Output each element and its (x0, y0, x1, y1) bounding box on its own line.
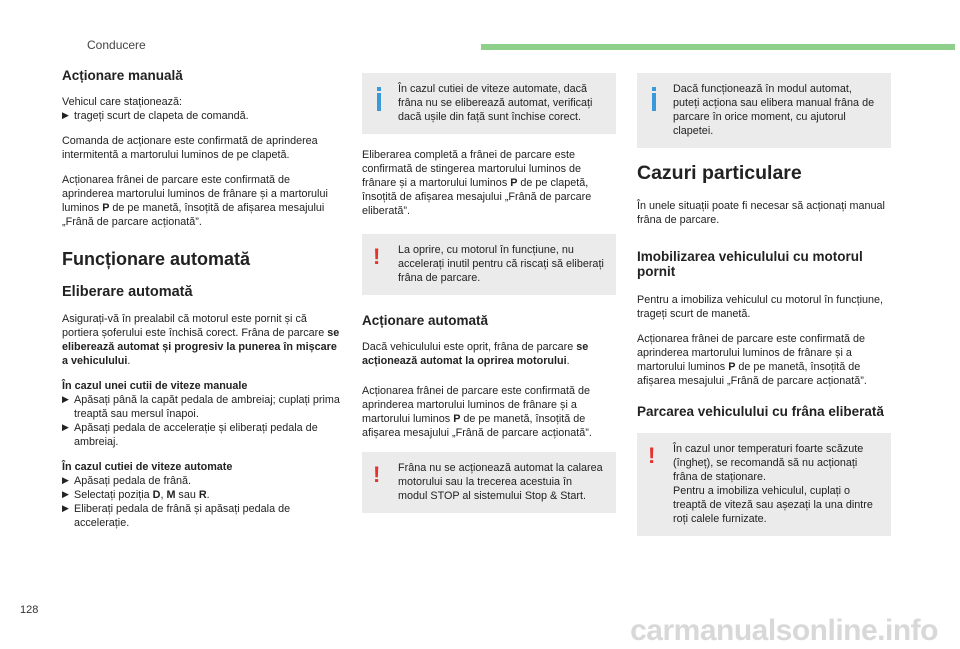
warning-icon: ! (373, 462, 381, 487)
warning-icon: ! (648, 443, 656, 468)
column-1 (62, 68, 340, 541)
paragraph: Pentru a imobiliza vehiculul cu motorul în funcțiune, trageți scurt de manetă. (637, 294, 884, 320)
page-number: 128 (20, 604, 39, 616)
paragraph: Acționarea frânei de parcare este confirmată de aprinderea martorului luminos de frânare și a martorului luminos P de pe manetă, însoțită de afișarea mesajului „Frână de parcare acționată”. (637, 333, 867, 387)
list-item: ▶ Selectați poziția D, M sau R. (62, 489, 210, 501)
pointer-arrow-icon: ▶ (62, 489, 69, 499)
column-2 (362, 73, 616, 527)
heading-special-cases: Cazuri particulare (637, 162, 802, 184)
pointer-arrow-icon: ▶ (62, 394, 69, 404)
pointer-arrow-icon: ▶ (62, 422, 69, 432)
info-icon (372, 87, 386, 111)
paragraph: În unele situații poate fi necesar să acționați manual frâna de parcare. (637, 200, 885, 226)
paragraph: Acționarea frânei de parcare este confirmată de aprinderea martorului luminos de frânare și a martorului luminos P de pe manetă, însoțită de afișarea mesajului „Frână de parcare acționată”. (62, 174, 328, 228)
paragraph: Asigurați-vă în prealabil că motorul este pornit și că portiera șoferului este închisă corect. Frâna de parcare se eliberează automat și progresiv la punerea în mișcare a vehiculului. (62, 313, 340, 367)
list-item: ▶ Apăsați până la capăt pedala de ambreiaj; cuplați prima treaptă sau mersul înapoi. (62, 394, 340, 420)
automatic-gearbox-steps (62, 460, 340, 530)
list-item: ▶ trageți scurt de clapeta de comandă. (62, 110, 249, 122)
warning-box: ! Frâna nu se acționează automat la calarea motorului sau la trecerea acestuia în modul STOP al sistemului Stop & Start. (362, 452, 616, 513)
list-item: ▶ Eliberați pedala de frână și apăsați pedala de accelerație. (62, 503, 291, 529)
pointer-arrow-icon: ▶ (62, 503, 69, 513)
heading-park-released: Parcarea vehiculului cu frâna eliberată (637, 404, 884, 419)
pointer-arrow-icon: ▶ (62, 475, 69, 485)
paragraph: Vehicul care staționează: (62, 96, 183, 108)
paragraph: Dacă vehiculului este oprit, frâna de parcare se acționează automat la oprirea motorului. (362, 341, 589, 367)
info-box: Dacă funcționează în modul automat, puteți acționa sau elibera manual frâna de parcare în orice moment, cu ajutorul clapetei. (637, 73, 891, 148)
warning-icon: ! (373, 244, 381, 269)
paragraph: Acționarea frânei de parcare este confirmată de aprinderea martorului luminos de frânare și a martorului luminos P de pe manetă, însoțită de afișarea mesajului „Frână de parcare acționată”. (362, 385, 592, 439)
heading-manual: Acționare manuală (62, 68, 183, 83)
warning-box: ! În cazul unor temperaturi foarte scăzute (îngheț), se recomandă să nu acționați frâna de staționare. Pentru a imobiliza vehiculul, cuplați o treaptă de viteză sau așezați la una dintre roți calele furnizate. (637, 433, 891, 536)
list-item: ▶ Apăsați pedala de frână. (62, 475, 192, 487)
column-3 (637, 73, 891, 550)
heading-automatic: Funcționare automată (62, 249, 251, 269)
paragraph: Eliberarea completă a frânei de parcare este confirmată de stingerea martorului luminos de frânare și a martorului luminos P de pe clapetă, însoțită de afișarea mesajului „Frână de parcare eliberată”. (362, 149, 592, 217)
watermark: carmanualsonline.info (630, 614, 938, 647)
subheading: În cazul unei cutii de viteze manuale (62, 380, 248, 392)
heading-release: Eliberare automată (62, 284, 193, 300)
subheading: În cazul cutiei de viteze automate (62, 461, 233, 473)
info-box: În cazul cutiei de viteze automate, dacă frâna nu se eliberează automat, verificați dacă ușile din față sunt închise corect. (362, 73, 616, 134)
heading-immobilize: Imobilizarea vehiculului cu motorul pornit (637, 249, 863, 279)
warning-box: ! La oprire, cu motorul în funcțiune, nu accelerați inutil pentru că riscați să eliberați frâna de parcare. (362, 234, 616, 295)
heading-apply: Acționare automată (362, 313, 489, 328)
paragraph: Comanda de acționare este confirmată de aprinderea intermitentă a martorului luminos de pe clapetă. (62, 135, 318, 161)
section-title: Conducere (87, 38, 146, 52)
section-accent-bar (481, 44, 955, 50)
pointer-arrow-icon: ▶ (62, 110, 69, 120)
list-item: ▶ Apăsați pedala de accelerație și eliberați pedala de ambreiaj. (62, 422, 318, 448)
manual-gearbox-steps (62, 379, 340, 449)
info-icon (647, 87, 661, 111)
